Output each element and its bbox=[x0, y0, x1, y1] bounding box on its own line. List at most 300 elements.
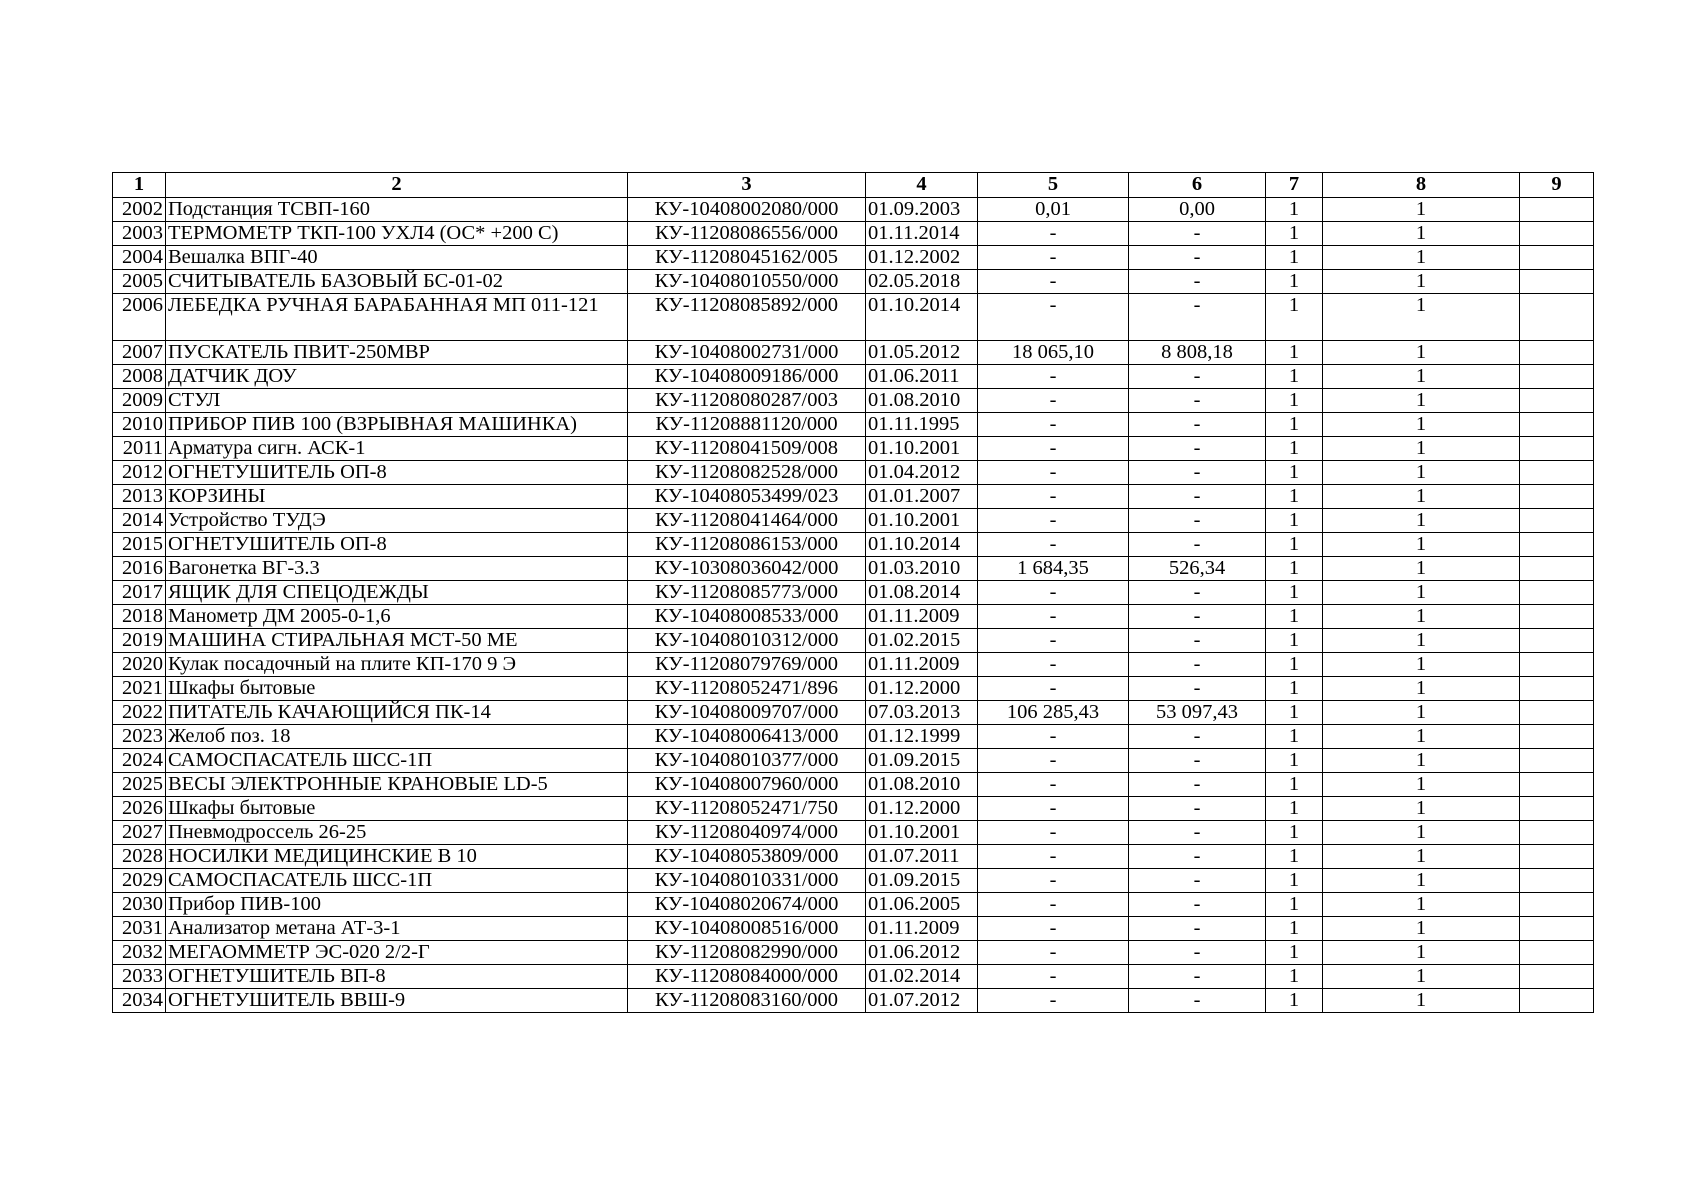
column-5-cell: - bbox=[978, 797, 1129, 821]
column-5-cell: - bbox=[978, 941, 1129, 965]
column-6-cell: - bbox=[1129, 461, 1266, 485]
column-7-cell: 1 bbox=[1266, 701, 1323, 725]
row-number-cell: 2022 bbox=[113, 701, 166, 725]
column-header: 3 bbox=[628, 173, 866, 198]
inventory-number-cell: КУ-11208086556/000 bbox=[628, 222, 866, 246]
column-8-cell: 1 bbox=[1323, 270, 1520, 294]
column-5-cell: - bbox=[978, 437, 1129, 461]
column-8-cell: 1 bbox=[1323, 965, 1520, 989]
row-number-cell: 2030 bbox=[113, 893, 166, 917]
item-name-cell: Шкафы бытовые bbox=[166, 797, 628, 821]
column-7-cell: 1 bbox=[1266, 797, 1323, 821]
column-9-cell bbox=[1520, 246, 1594, 270]
column-6-cell: 8 808,18 bbox=[1129, 341, 1266, 365]
column-9-cell bbox=[1520, 893, 1594, 917]
column-5-cell: - bbox=[978, 629, 1129, 653]
item-name-cell: Подстанция ТСВП-160 bbox=[166, 198, 628, 222]
date-cell: 01.01.2007 bbox=[866, 485, 978, 509]
column-header: 9 bbox=[1520, 173, 1594, 198]
inventory-number-cell: КУ-11208045162/005 bbox=[628, 246, 866, 270]
column-9-cell bbox=[1520, 198, 1594, 222]
date-cell: 01.10.2014 bbox=[866, 294, 978, 341]
column-5-cell: - bbox=[978, 222, 1129, 246]
column-9-cell bbox=[1520, 509, 1594, 533]
column-9-cell bbox=[1520, 701, 1594, 725]
column-5-cell: - bbox=[978, 246, 1129, 270]
date-cell: 01.08.2010 bbox=[866, 773, 978, 797]
column-7-cell: 1 bbox=[1266, 677, 1323, 701]
table-row bbox=[113, 629, 1594, 653]
column-5-cell: - bbox=[978, 725, 1129, 749]
column-8-cell: 1 bbox=[1323, 893, 1520, 917]
column-8-cell: 1 bbox=[1323, 365, 1520, 389]
item-name-cell: Желоб поз. 18 bbox=[166, 725, 628, 749]
column-9-cell bbox=[1520, 581, 1594, 605]
column-8-cell: 1 bbox=[1323, 294, 1520, 341]
table-row bbox=[113, 365, 1594, 389]
column-8-cell: 1 bbox=[1323, 653, 1520, 677]
table-row bbox=[113, 725, 1594, 749]
column-5-cell: - bbox=[978, 605, 1129, 629]
date-cell: 01.06.2012 bbox=[866, 941, 978, 965]
column-8-cell: 1 bbox=[1323, 725, 1520, 749]
column-9-cell bbox=[1520, 605, 1594, 629]
column-6-cell: - bbox=[1129, 222, 1266, 246]
inventory-number-cell: КУ-11208084000/000 bbox=[628, 965, 866, 989]
column-6-cell: - bbox=[1129, 917, 1266, 941]
column-7-cell: 1 bbox=[1266, 365, 1323, 389]
row-number-cell: 2021 bbox=[113, 677, 166, 701]
column-8-cell: 1 bbox=[1323, 533, 1520, 557]
inventory-number-cell: КУ-10408008533/000 bbox=[628, 605, 866, 629]
date-cell: 01.08.2010 bbox=[866, 389, 978, 413]
column-5-cell: - bbox=[978, 533, 1129, 557]
column-5-cell: - bbox=[978, 773, 1129, 797]
item-name-cell: ОГНЕТУШИТЕЛЬ ВВШ-9 bbox=[166, 989, 628, 1013]
date-cell: 01.10.2001 bbox=[866, 821, 978, 845]
column-5-cell: 1 684,35 bbox=[978, 557, 1129, 581]
row-number-cell: 2029 bbox=[113, 869, 166, 893]
column-7-cell: 1 bbox=[1266, 653, 1323, 677]
column-7-cell: 1 bbox=[1266, 893, 1323, 917]
column-6-cell: - bbox=[1129, 773, 1266, 797]
column-6-cell: - bbox=[1129, 437, 1266, 461]
row-number-cell: 2020 bbox=[113, 653, 166, 677]
column-5-cell: - bbox=[978, 917, 1129, 941]
column-7-cell: 1 bbox=[1266, 437, 1323, 461]
column-9-cell bbox=[1520, 533, 1594, 557]
item-name-cell: Арматура сигн. АСК-1 bbox=[166, 437, 628, 461]
column-9-cell bbox=[1520, 797, 1594, 821]
column-6-cell: - bbox=[1129, 485, 1266, 509]
column-7-cell: 1 bbox=[1266, 869, 1323, 893]
row-number-cell: 2018 bbox=[113, 605, 166, 629]
table-body bbox=[113, 198, 1594, 1013]
inventory-number-cell: КУ-11208082990/000 bbox=[628, 941, 866, 965]
column-8-cell: 1 bbox=[1323, 797, 1520, 821]
inventory-number-cell: КУ-10408002731/000 bbox=[628, 341, 866, 365]
column-9-cell bbox=[1520, 773, 1594, 797]
column-5-cell: - bbox=[978, 965, 1129, 989]
column-8-cell: 1 bbox=[1323, 989, 1520, 1013]
inventory-number-cell: КУ-11208083160/000 bbox=[628, 989, 866, 1013]
inventory-number-cell: КУ-10408010377/000 bbox=[628, 749, 866, 773]
item-name-cell: КОРЗИНЫ bbox=[166, 485, 628, 509]
inventory-number-cell: КУ-11208881120/000 bbox=[628, 413, 866, 437]
item-name-cell: САМОСПАСАТЕЛЬ ШСС-1П bbox=[166, 749, 628, 773]
item-name-cell: Устройство ТУДЭ bbox=[166, 509, 628, 533]
column-7-cell: 1 bbox=[1266, 246, 1323, 270]
date-cell: 02.05.2018 bbox=[866, 270, 978, 294]
column-9-cell bbox=[1520, 989, 1594, 1013]
column-5-cell: - bbox=[978, 821, 1129, 845]
column-6-cell: - bbox=[1129, 533, 1266, 557]
column-header: 8 bbox=[1323, 173, 1520, 198]
date-cell: 01.08.2014 bbox=[866, 581, 978, 605]
table-row bbox=[113, 869, 1594, 893]
column-8-cell: 1 bbox=[1323, 941, 1520, 965]
row-number-cell: 2003 bbox=[113, 222, 166, 246]
column-5-cell: - bbox=[978, 581, 1129, 605]
inventory-number-cell: КУ-11208080287/003 bbox=[628, 389, 866, 413]
column-9-cell bbox=[1520, 725, 1594, 749]
table-row bbox=[113, 917, 1594, 941]
column-header: 4 bbox=[866, 173, 978, 198]
item-name-cell: МЕГАОММЕТР ЭС-020 2/2-Г bbox=[166, 941, 628, 965]
row-number-cell: 2012 bbox=[113, 461, 166, 485]
table-row bbox=[113, 270, 1594, 294]
table-row bbox=[113, 437, 1594, 461]
column-6-cell: - bbox=[1129, 413, 1266, 437]
item-name-cell: Кулак посадочный на плите КП-170 9 Э bbox=[166, 653, 628, 677]
column-7-cell: 1 bbox=[1266, 485, 1323, 509]
row-number-cell: 2004 bbox=[113, 246, 166, 270]
item-name-cell: ДАТЧИК ДОУ bbox=[166, 365, 628, 389]
table-row bbox=[113, 989, 1594, 1013]
column-8-cell: 1 bbox=[1323, 821, 1520, 845]
inventory-number-cell: КУ-10408009186/000 bbox=[628, 365, 866, 389]
column-8-cell: 1 bbox=[1323, 773, 1520, 797]
table-row bbox=[113, 797, 1594, 821]
column-9-cell bbox=[1520, 461, 1594, 485]
row-number-cell: 2023 bbox=[113, 725, 166, 749]
column-header: 6 bbox=[1129, 173, 1266, 198]
column-7-cell: 1 bbox=[1266, 581, 1323, 605]
date-cell: 01.11.2009 bbox=[866, 653, 978, 677]
row-number-cell: 2013 bbox=[113, 485, 166, 509]
column-5-cell: - bbox=[978, 509, 1129, 533]
table-row bbox=[113, 294, 1594, 341]
column-8-cell: 1 bbox=[1323, 629, 1520, 653]
column-6-cell: - bbox=[1129, 965, 1266, 989]
column-6-cell: 0,00 bbox=[1129, 198, 1266, 222]
table-row bbox=[113, 677, 1594, 701]
inventory-number-cell: КУ-11208085773/000 bbox=[628, 581, 866, 605]
column-8-cell: 1 bbox=[1323, 341, 1520, 365]
row-number-cell: 2006 bbox=[113, 294, 166, 341]
column-5-cell: - bbox=[978, 749, 1129, 773]
inventory-number-cell: КУ-11208085892/000 bbox=[628, 294, 866, 341]
column-9-cell bbox=[1520, 437, 1594, 461]
table-row bbox=[113, 557, 1594, 581]
column-9-cell bbox=[1520, 821, 1594, 845]
row-number-cell: 2014 bbox=[113, 509, 166, 533]
column-9-cell bbox=[1520, 270, 1594, 294]
table-row bbox=[113, 533, 1594, 557]
inventory-table bbox=[112, 172, 1594, 1013]
column-6-cell: - bbox=[1129, 869, 1266, 893]
column-8-cell: 1 bbox=[1323, 485, 1520, 509]
table-row bbox=[113, 389, 1594, 413]
date-cell: 01.12.2000 bbox=[866, 677, 978, 701]
column-7-cell: 1 bbox=[1266, 845, 1323, 869]
row-number-cell: 2011 bbox=[113, 437, 166, 461]
column-9-cell bbox=[1520, 845, 1594, 869]
inventory-number-cell: КУ-10408010550/000 bbox=[628, 270, 866, 294]
inventory-number-cell: КУ-10408053809/000 bbox=[628, 845, 866, 869]
column-8-cell: 1 bbox=[1323, 869, 1520, 893]
item-name-cell: НОСИЛКИ МЕДИЦИНСКИЕ В 10 bbox=[166, 845, 628, 869]
column-9-cell bbox=[1520, 941, 1594, 965]
column-9-cell bbox=[1520, 749, 1594, 773]
column-9-cell bbox=[1520, 869, 1594, 893]
column-6-cell: - bbox=[1129, 629, 1266, 653]
row-number-cell: 2028 bbox=[113, 845, 166, 869]
column-5-cell: - bbox=[978, 485, 1129, 509]
item-name-cell: ОГНЕТУШИТЕЛЬ ОП-8 bbox=[166, 533, 628, 557]
column-7-cell: 1 bbox=[1266, 270, 1323, 294]
inventory-number-cell: КУ-10408007960/000 bbox=[628, 773, 866, 797]
date-cell: 01.03.2010 bbox=[866, 557, 978, 581]
column-7-cell: 1 bbox=[1266, 773, 1323, 797]
date-cell: 01.11.2009 bbox=[866, 917, 978, 941]
table-row bbox=[113, 222, 1594, 246]
row-number-cell: 2031 bbox=[113, 917, 166, 941]
date-cell: 01.04.2012 bbox=[866, 461, 978, 485]
inventory-number-cell: КУ-10408006413/000 bbox=[628, 725, 866, 749]
item-name-cell: ОГНЕТУШИТЕЛЬ ОП-8 bbox=[166, 461, 628, 485]
column-7-cell: 1 bbox=[1266, 294, 1323, 341]
table-row bbox=[113, 701, 1594, 725]
column-6-cell: 53 097,43 bbox=[1129, 701, 1266, 725]
date-cell: 01.06.2005 bbox=[866, 893, 978, 917]
column-6-cell: - bbox=[1129, 653, 1266, 677]
table-header-row bbox=[113, 173, 1594, 198]
table-row bbox=[113, 749, 1594, 773]
item-name-cell: СТУЛ bbox=[166, 389, 628, 413]
item-name-cell: Вагонетка ВГ-3.3 bbox=[166, 557, 628, 581]
item-name-cell: ПРИБОР ПИВ 100 (ВЗРЫВНАЯ МАШИНКА) bbox=[166, 413, 628, 437]
column-5-cell: 106 285,43 bbox=[978, 701, 1129, 725]
item-name-cell: ВЕСЫ ЭЛЕКТРОННЫЕ КРАНОВЫЕ LD-5 bbox=[166, 773, 628, 797]
item-name-cell: Пневмодроссель 26-25 bbox=[166, 821, 628, 845]
column-7-cell: 1 bbox=[1266, 389, 1323, 413]
column-6-cell: - bbox=[1129, 581, 1266, 605]
column-9-cell bbox=[1520, 294, 1594, 341]
inventory-number-cell: КУ-10408053499/023 bbox=[628, 485, 866, 509]
item-name-cell: СЧИТЫВАТЕЛЬ БАЗОВЫЙ БС-01-02 bbox=[166, 270, 628, 294]
column-5-cell: - bbox=[978, 270, 1129, 294]
row-number-cell: 2005 bbox=[113, 270, 166, 294]
column-5-cell: - bbox=[978, 989, 1129, 1013]
row-number-cell: 2008 bbox=[113, 365, 166, 389]
date-cell: 01.12.2002 bbox=[866, 246, 978, 270]
column-7-cell: 1 bbox=[1266, 629, 1323, 653]
column-5-cell: - bbox=[978, 893, 1129, 917]
inventory-number-cell: КУ-10408002080/000 bbox=[628, 198, 866, 222]
column-6-cell: - bbox=[1129, 294, 1266, 341]
inventory-number-cell: КУ-10408009707/000 bbox=[628, 701, 866, 725]
row-number-cell: 2017 bbox=[113, 581, 166, 605]
column-6-cell: - bbox=[1129, 821, 1266, 845]
column-5-cell: - bbox=[978, 461, 1129, 485]
table-row bbox=[113, 965, 1594, 989]
table-row bbox=[113, 461, 1594, 485]
column-7-cell: 1 bbox=[1266, 341, 1323, 365]
date-cell: 01.11.2009 bbox=[866, 605, 978, 629]
inventory-number-cell: КУ-11208052471/896 bbox=[628, 677, 866, 701]
date-cell: 01.09.2003 bbox=[866, 198, 978, 222]
column-9-cell bbox=[1520, 629, 1594, 653]
date-cell: 01.11.2014 bbox=[866, 222, 978, 246]
column-header: 5 bbox=[978, 173, 1129, 198]
item-name-cell: Манометр ДМ 2005-0-1,6 bbox=[166, 605, 628, 629]
table-row bbox=[113, 341, 1594, 365]
column-5-cell: - bbox=[978, 389, 1129, 413]
table-row bbox=[113, 246, 1594, 270]
column-9-cell bbox=[1520, 413, 1594, 437]
inventory-number-cell: КУ-10408010312/000 bbox=[628, 629, 866, 653]
column-8-cell: 1 bbox=[1323, 413, 1520, 437]
column-9-cell bbox=[1520, 965, 1594, 989]
date-cell: 01.09.2015 bbox=[866, 749, 978, 773]
row-number-cell: 2025 bbox=[113, 773, 166, 797]
item-name-cell: МАШИНА СТИРАЛЬНАЯ МСТ-50 МЕ bbox=[166, 629, 628, 653]
column-9-cell bbox=[1520, 341, 1594, 365]
column-6-cell: - bbox=[1129, 893, 1266, 917]
table-row bbox=[113, 581, 1594, 605]
row-number-cell: 2032 bbox=[113, 941, 166, 965]
date-cell: 01.10.2001 bbox=[866, 437, 978, 461]
column-7-cell: 1 bbox=[1266, 557, 1323, 581]
column-8-cell: 1 bbox=[1323, 605, 1520, 629]
item-name-cell: САМОСПАСАТЕЛЬ ШСС-1П bbox=[166, 869, 628, 893]
row-number-cell: 2010 bbox=[113, 413, 166, 437]
row-number-cell: 2024 bbox=[113, 749, 166, 773]
column-9-cell bbox=[1520, 557, 1594, 581]
inventory-number-cell: КУ-10308036042/000 bbox=[628, 557, 866, 581]
column-6-cell: - bbox=[1129, 725, 1266, 749]
column-8-cell: 1 bbox=[1323, 701, 1520, 725]
column-7-cell: 1 bbox=[1266, 989, 1323, 1013]
row-number-cell: 2033 bbox=[113, 965, 166, 989]
column-9-cell bbox=[1520, 653, 1594, 677]
column-5-cell: - bbox=[978, 869, 1129, 893]
column-6-cell: - bbox=[1129, 941, 1266, 965]
column-5-cell: 0,01 bbox=[978, 198, 1129, 222]
column-6-cell: - bbox=[1129, 246, 1266, 270]
column-7-cell: 1 bbox=[1266, 605, 1323, 629]
row-number-cell: 2007 bbox=[113, 341, 166, 365]
date-cell: 01.07.2011 bbox=[866, 845, 978, 869]
column-8-cell: 1 bbox=[1323, 509, 1520, 533]
column-7-cell: 1 bbox=[1266, 917, 1323, 941]
row-number-cell: 2016 bbox=[113, 557, 166, 581]
table-row bbox=[113, 941, 1594, 965]
column-7-cell: 1 bbox=[1266, 198, 1323, 222]
inventory-number-cell: КУ-11208079769/000 bbox=[628, 653, 866, 677]
date-cell: 01.12.2000 bbox=[866, 797, 978, 821]
item-name-cell: ЛЕБЕДКА РУЧНАЯ БАРАБАННАЯ МП 011-121 bbox=[166, 294, 628, 341]
column-7-cell: 1 bbox=[1266, 821, 1323, 845]
column-header: 2 bbox=[166, 173, 628, 198]
inventory-number-cell: КУ-11208082528/000 bbox=[628, 461, 866, 485]
date-cell: 01.05.2012 bbox=[866, 341, 978, 365]
date-cell: 01.10.2014 bbox=[866, 533, 978, 557]
column-9-cell bbox=[1520, 389, 1594, 413]
table-row bbox=[113, 485, 1594, 509]
table-row bbox=[113, 845, 1594, 869]
column-7-cell: 1 bbox=[1266, 965, 1323, 989]
column-5-cell: - bbox=[978, 413, 1129, 437]
column-5-cell: 18 065,10 bbox=[978, 341, 1129, 365]
column-8-cell: 1 bbox=[1323, 581, 1520, 605]
row-number-cell: 2002 bbox=[113, 198, 166, 222]
table-row bbox=[113, 893, 1594, 917]
table-row bbox=[113, 413, 1594, 437]
item-name-cell: ТЕРМОМЕТР ТКП-100 УХЛ4 (ОС* +200 С) bbox=[166, 222, 628, 246]
column-7-cell: 1 bbox=[1266, 941, 1323, 965]
item-name-cell: ОГНЕТУШИТЕЛЬ ВП-8 bbox=[166, 965, 628, 989]
table-row bbox=[113, 773, 1594, 797]
item-name-cell: Анализатор метана АТ-3-1 bbox=[166, 917, 628, 941]
column-7-cell: 1 bbox=[1266, 461, 1323, 485]
date-cell: 01.06.2011 bbox=[866, 365, 978, 389]
column-8-cell: 1 bbox=[1323, 246, 1520, 270]
row-number-cell: 2015 bbox=[113, 533, 166, 557]
date-cell: 01.11.1995 bbox=[866, 413, 978, 437]
item-name-cell: Вешалка ВПГ-40 bbox=[166, 246, 628, 270]
row-number-cell: 2009 bbox=[113, 389, 166, 413]
inventory-number-cell: КУ-10408008516/000 bbox=[628, 917, 866, 941]
date-cell: 01.02.2014 bbox=[866, 965, 978, 989]
column-7-cell: 1 bbox=[1266, 749, 1323, 773]
date-cell: 01.09.2015 bbox=[866, 869, 978, 893]
column-8-cell: 1 bbox=[1323, 749, 1520, 773]
column-9-cell bbox=[1520, 365, 1594, 389]
column-7-cell: 1 bbox=[1266, 533, 1323, 557]
column-6-cell: - bbox=[1129, 845, 1266, 869]
column-6-cell: - bbox=[1129, 989, 1266, 1013]
column-5-cell: - bbox=[978, 845, 1129, 869]
date-cell: 01.12.1999 bbox=[866, 725, 978, 749]
table-row bbox=[113, 605, 1594, 629]
column-5-cell: - bbox=[978, 677, 1129, 701]
column-7-cell: 1 bbox=[1266, 509, 1323, 533]
column-8-cell: 1 bbox=[1323, 917, 1520, 941]
date-cell: 07.03.2013 bbox=[866, 701, 978, 725]
row-number-cell: 2019 bbox=[113, 629, 166, 653]
column-header: 1 bbox=[113, 173, 166, 198]
column-9-cell bbox=[1520, 222, 1594, 246]
date-cell: 01.02.2015 bbox=[866, 629, 978, 653]
column-5-cell: - bbox=[978, 294, 1129, 341]
column-6-cell: - bbox=[1129, 509, 1266, 533]
column-6-cell: - bbox=[1129, 605, 1266, 629]
column-8-cell: 1 bbox=[1323, 845, 1520, 869]
column-8-cell: 1 bbox=[1323, 389, 1520, 413]
date-cell: 01.10.2001 bbox=[866, 509, 978, 533]
